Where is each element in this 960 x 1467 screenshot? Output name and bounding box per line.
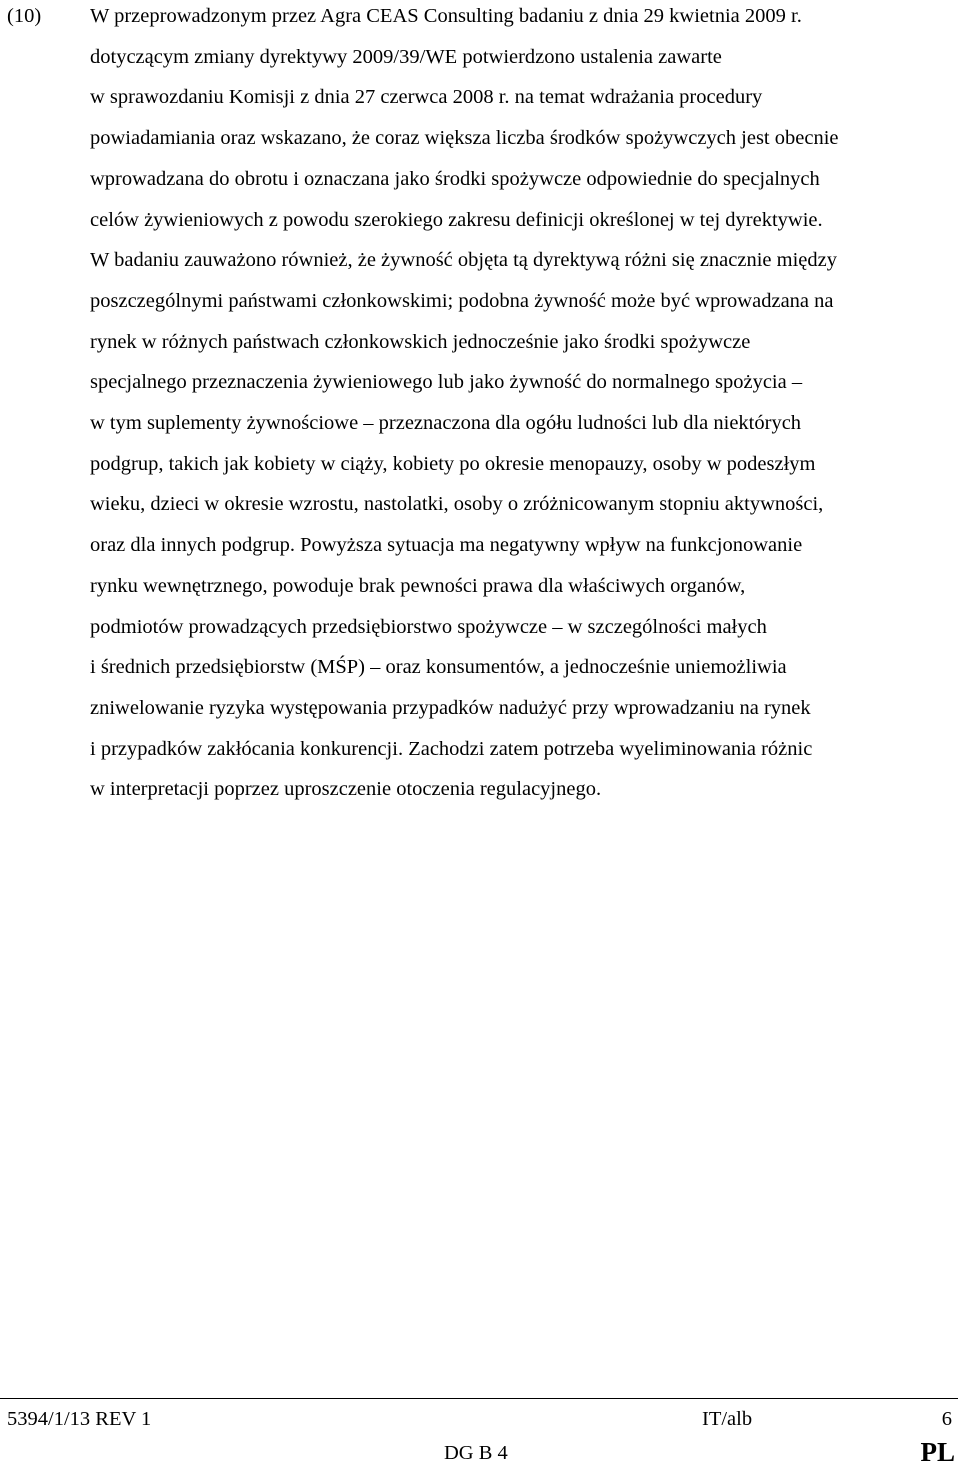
paragraph-line: celów żywieniowych z powodu szerokiego zakresu definicji określonej w tej dyrektywie. <box>90 208 823 231</box>
language-code: PL <box>920 1437 955 1467</box>
department-code: DG B 4 <box>444 1442 508 1464</box>
paragraph-line: rynku wewnętrznego, powoduje brak pewności prawa dla właściwych organów, <box>90 574 746 597</box>
paragraph-line: zniwelowanie ryzyka występowania przypadków nadużyć przy wprowadzaniu na rynek <box>90 696 811 719</box>
paragraph-line: wprowadzana do obrotu i oznaczana jako środki spożywcze odpowiednie do specjalnych <box>90 167 820 190</box>
footer-divider <box>0 1398 958 1399</box>
paragraph-line: dotyczącym zmiany dyrektywy 2009/39/WE potwierdzono ustalenia zawarte <box>90 45 722 68</box>
paragraph-line: poszczególnymi państwami członkowskimi; podobna żywność może być wprowadzana na <box>90 289 834 312</box>
paragraph-line: oraz dla innych podgrup. Powyższa sytuacja ma negatywny wpływ na funkcjonowanie <box>90 534 803 557</box>
paragraph-line: rynek w różnych państwach członkowskich jednocześnie jako środki spożywcze <box>90 330 751 353</box>
paragraph-body <box>90 0 958 810</box>
paragraph-line: podmiotów prowadzących przedsiębiorstwo spożywcze – w szczególności małych <box>90 615 767 638</box>
paragraph-line: powiadamiania oraz wskazano, że coraz większa liczba środków spożywczych jest obecnie <box>90 127 839 150</box>
paragraph-number: (10) <box>7 5 42 27</box>
document-reference: 5394/1/13 REV 1 <box>7 1408 152 1430</box>
paragraph-line: w interpretacji poprzez uproszczenie otoczenia regulacyjnego. <box>90 778 602 801</box>
author-initials: IT/alb <box>702 1408 753 1430</box>
paragraph-line: wieku, dzieci w okresie wzrostu, nastolatki, osoby o zróżnicowanym stopniu aktywności, <box>90 493 824 516</box>
paragraph-line: W przeprowadzonym przez Agra CEAS Consulting badaniu z dnia 29 kwietnia 2009 r. <box>90 5 802 27</box>
paragraph-line: w tym suplementy żywnościowe – przeznaczona dla ogółu ludności lub dla niektórych <box>90 412 802 435</box>
paragraph-line: specjalnego przeznaczenia żywieniowego lub jako żywność do normalnego spożycia – <box>90 371 803 394</box>
paragraph-line: w sprawozdaniu Komisji z dnia 27 czerwca 2008 r. na temat wdrażania procedury <box>90 86 763 109</box>
page-number: 6 <box>941 1408 952 1430</box>
paragraph-line: i średnich przedsiębiorstw (MŚP) – oraz konsumentów, a jednocześnie uniemożliwia <box>90 656 787 679</box>
paragraph-line: W badaniu zauważono również, że żywność objęta tą dyrektywą różni się znacznie między <box>90 249 837 272</box>
paragraph-line: i przypadków zakłócania konkurencji. Zachodzi zatem potrzeba wyeliminowania różnic <box>90 737 813 760</box>
paragraph-line: podgrup, takich jak kobiety w ciąży, kobiety po okresie menopauzy, osoby w podeszłym <box>90 452 816 475</box>
